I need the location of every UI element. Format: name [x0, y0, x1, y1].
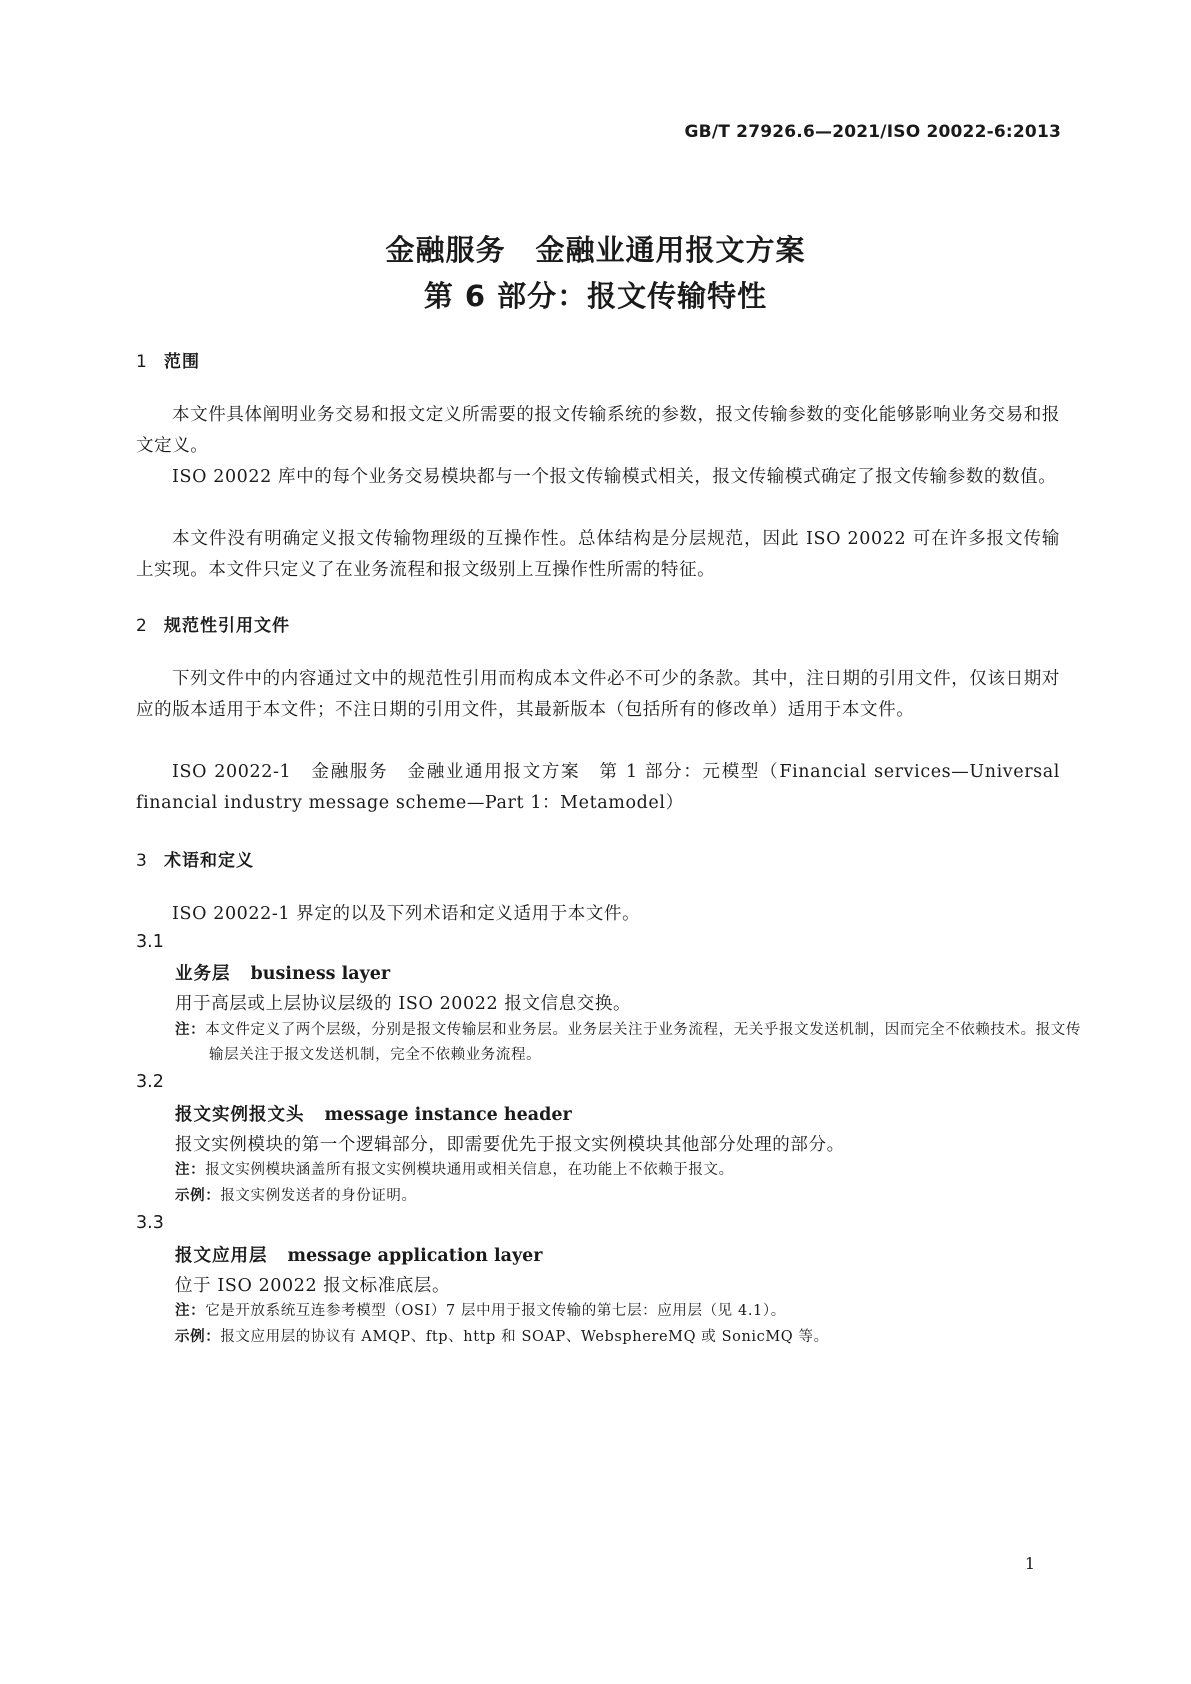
term-number: 3.2 — [136, 1072, 164, 1092]
document-title-line2: 第 6 部分：报文传输特性 — [423, 279, 768, 313]
example-text: 报文应用层的协议有 AMQP、ftp、http 和 SOAP、WebsphereMQ 或 SonicMQ 等。 — [220, 1329, 829, 1345]
example-label: 示例： — [175, 1329, 221, 1345]
standard-code: GB/T 27926.6—2021/ISO 20022-6:2013 — [684, 122, 1061, 142]
term-zh: 业务层 — [175, 964, 231, 984]
term-note — [175, 1158, 1060, 1183]
section-title: 术语和定义 — [164, 851, 254, 871]
section-3-heading — [136, 846, 254, 871]
section-number: 1 — [136, 352, 148, 372]
section-1-paragraph-1: 本文件具体阐明业务交易和报文定义所需要的报文传输系统的参数，报文传输参数的变化能够影响业务交易和报文定义。 — [136, 405, 1060, 456]
section-3-intro: ISO 20022-1 界定的以及下列术语和定义适用于本文件。 — [172, 904, 641, 924]
section-title: 范围 — [164, 352, 200, 372]
term-zh: 报文实例报文头 — [175, 1105, 305, 1125]
section-2-normative-reference: ISO 20022-1 金融服务 金融业通用报文方案 第 1 部分：元模型（Financial services—Universal financial industry message scheme—Part 1：Metamodel） — [136, 762, 1060, 813]
term-3-3 — [175, 1242, 543, 1267]
term-en: business layer — [250, 964, 391, 984]
term-zh: 报文应用层 — [175, 1246, 268, 1266]
term-note — [175, 1018, 1094, 1068]
document-title-line1: 金融服务 金融业通用报文方案 — [385, 233, 806, 267]
term-3-2 — [175, 1101, 572, 1126]
section-number: 3 — [136, 851, 148, 871]
section-1-paragraph-2: ISO 20022 库中的每个业务交易模块都与一个报文传输模式相关，报文传输模式确定了报文传输参数的数值。 — [172, 467, 1057, 487]
term-en: message instance header — [324, 1105, 572, 1125]
term-3-1 — [175, 960, 390, 985]
section-1-heading — [136, 347, 200, 372]
note-label: 注： — [175, 1162, 206, 1178]
note-label: 注： — [175, 1022, 206, 1038]
term-en: message application layer — [287, 1246, 543, 1266]
term-note — [175, 1299, 1060, 1324]
example-text: 报文实例发送者的身份证明。 — [220, 1188, 417, 1204]
section-title: 规范性引用文件 — [164, 616, 290, 636]
note-label: 注： — [175, 1303, 206, 1319]
section-number: 2 — [136, 616, 148, 636]
page-number: 1 — [1024, 1554, 1035, 1573]
note-text: 报文实例模块涵盖所有报文实例模块通用或相关信息，在功能上不依赖于报文。 — [205, 1162, 734, 1178]
term-definition: 位于 ISO 20022 报文标准底层。 — [175, 1276, 451, 1296]
term-definition: 报文实例模块的第一个逻辑部分，即需要优先于报文实例模块其他部分处理的部分。 — [175, 1135, 845, 1155]
example-label: 示例： — [175, 1188, 221, 1204]
term-number: 3.3 — [136, 1213, 164, 1233]
term-example — [175, 1325, 1060, 1350]
term-number: 3.1 — [136, 932, 164, 952]
term-example — [175, 1184, 1060, 1209]
note-text: 本文件定义了两个层级，分别是报文传输层和业务层。业务层关注于业务流程，无关乎报文发送机制，因而完全不依赖技术。报文传输层关注于报文发送机制，完全不依赖业务流程。 — [205, 1022, 1081, 1063]
section-2-heading — [136, 611, 290, 636]
term-definition: 用于高层或上层协议层级的 ISO 20022 报文信息交换。 — [175, 994, 632, 1014]
section-1-paragraph-3: 本文件没有明确定义报文传输物理级的互操作性。总体结构是分层规范，因此 ISO 20022 可在许多报文传输上实现。本文件只定义了在业务流程和报文级别上互操作性所需的特征。 — [136, 529, 1060, 580]
note-text: 它是开放系统互连参考模型（OSI）7 层中用于报文传输的第七层：应用层（见 4.1）。 — [205, 1303, 786, 1319]
section-2-paragraph-1: 下列文件中的内容通过文中的规范性引用而构成本文件必不可少的条款。其中，注日期的引用文件，仅该日期对应的版本适用于本文件；不注日期的引用文件，其最新版本（包括所有的修改单）适用于本文件。 — [136, 669, 1060, 720]
